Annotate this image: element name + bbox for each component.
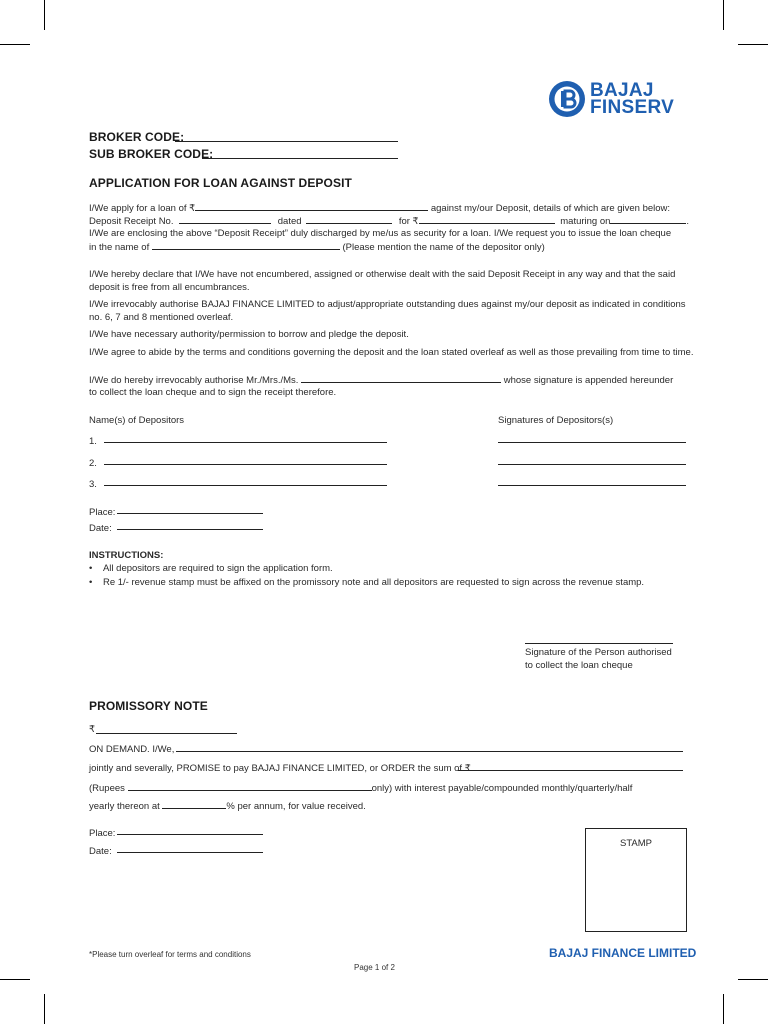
dated-label: dated [277,216,302,227]
crop-mark [738,44,768,45]
interest-rate-line [89,799,366,813]
depositor-signature-field[interactable] [498,464,686,465]
loan-amount-field[interactable] [195,201,428,211]
receipt-no-field[interactable] [179,214,271,224]
page-number: Page 1 of 2 [354,963,395,972]
on-demand-label: ON DEMAND. I/We, [89,744,175,755]
promissory-heading: PROMISSORY NOTE [89,699,208,713]
crop-mark [723,994,724,1024]
promissory-date-label: Date: [89,846,112,857]
declaration-terms: I/We agree to abide by the terms and conditions governing the deposit and the loan stated overleaf as well as those prevailing from time to time. [89,347,694,358]
loan-amount-label: I/We apply for a loan of ₹ [89,203,196,214]
loan-amount-suffix: against my/our Deposit, details of which are given below: [430,203,671,214]
instruction-item [89,562,333,575]
authorise-person-line [89,373,673,387]
broker-code-field[interactable] [175,141,398,142]
promissory-sum-field[interactable] [458,770,683,771]
depositor-row-number: 2. [89,458,97,469]
jointly-label: jointly and severally, PROMISE to pay BAJAJ FINANCE LIMITED, or ORDER the sum of ₹ [89,763,471,774]
footer-company: BAJAJ FINANCE LIMITED [549,946,697,960]
interest-rate-suffix: % per annum, for value received. [226,801,366,812]
date-label: Date: [89,523,112,534]
sub-broker-code-label: SUB BROKER CODE: [89,147,214,161]
depositor-row-number: 3. [89,479,97,490]
depositor-row-number: 1. [89,436,97,447]
dated-field[interactable] [306,214,392,224]
authorise-person-suffix: whose signature is appended hereunder [503,375,674,386]
authorised-signature-field[interactable] [525,643,673,644]
loan-amount-line [89,201,670,215]
crop-mark [738,979,768,980]
cheque-name-field[interactable] [152,240,340,250]
promisor-names-field[interactable] [176,751,683,752]
crop-mark [0,979,30,980]
depositor-name-field[interactable] [104,464,387,465]
crop-mark [723,0,724,30]
depositor-name-field[interactable] [104,442,387,443]
application-heading: APPLICATION FOR LOAN AGAINST DEPOSIT [89,176,352,190]
declaration-encumbrance: I/We hereby declare that I/We have not encumbered, assigned or otherwise dealt with the said Deposit Receipt in any way and that the said deposit is free from all encumbrances. [89,269,676,293]
place-label: Place: [89,507,116,518]
bullet-icon: • [89,577,93,588]
rupees-words-field[interactable] [128,781,372,791]
rupees-label: (Rupees [89,783,125,794]
sub-broker-code-field[interactable] [202,158,398,159]
authorised-signature-label-1: Signature of the Person authorised [525,647,672,658]
authorised-person-field[interactable] [301,373,501,383]
receipt-line: Deposit Receipt No. dated for ₹ maturing on . [89,216,690,227]
instruction-text: Re 1/- revenue stamp must be affixed on the promissory note and all depositors are requested to sign across the revenue stamp. [102,577,645,588]
bajaj-logo-icon [548,80,586,118]
crop-mark [0,44,30,45]
authorise-person-label: I/We do hereby irrevocably authorise Mr./Mrs./Ms. [89,375,299,386]
crop-mark [44,994,45,1024]
depositor-signature-field[interactable] [498,442,686,443]
brand-line1: BAJAJ [590,80,654,101]
maturing-on-label: maturing on [560,216,611,227]
for-amount-field[interactable] [419,214,555,224]
cheque-name-label: in the name of [89,242,150,253]
promissory-place-label: Place: [89,828,116,839]
promissory-place-field[interactable] [117,834,263,835]
collect-cheque-line: to collect the loan cheque and to sign the receipt therefore. [89,387,337,398]
maturing-on-field[interactable] [610,214,686,224]
place-field[interactable] [117,513,263,514]
bullet-icon: • [89,563,93,574]
rupees-suffix: only) with interest payable/compounded monthly/quarterly/half [371,783,633,794]
promissory-date-field[interactable] [117,852,263,853]
declaration-authority: I/We have necessary authority/permission to borrow and pledge the deposit. [89,329,409,340]
broker-code-label: BROKER CODE: [89,130,185,144]
instruction-text: All depositors are required to sign the application form. [102,563,333,574]
cheque-name-hint: (Please mention the name of the depositor only) [342,242,545,253]
interest-rate-field[interactable] [162,799,226,809]
depositor-name-field[interactable] [104,485,387,486]
enclosing-line: I/We are enclosing the above “Deposit Receipt” duly discharged by me/us as security for a loan. I/We request you to issue the loan cheque [89,228,672,239]
depositor-signatures-label: Signatures of Depositors(s) [498,415,614,426]
promissory-amount-field[interactable] [96,733,237,734]
cheque-name-line [89,240,545,254]
stamp-box[interactable] [585,828,687,932]
brand-line2: FINSERV [590,97,675,118]
instructions-heading: INSTRUCTIONS: [89,550,164,561]
crop-mark [44,0,45,30]
authorised-signature-label-2: to collect the loan cheque [525,660,633,671]
stamp-label: STAMP [619,838,653,849]
interest-rate-label: yearly thereon at [89,801,160,812]
date-field[interactable] [117,529,263,530]
footer-note: *Please turn overleaf for terms and conditions [89,950,251,959]
receipt-no-label: Deposit Receipt No. [89,216,174,227]
depositor-names-label: Name(s) of Depositors [89,415,185,426]
depositor-signature-field[interactable] [498,485,686,486]
for-amount-label: for ₹ [398,216,419,227]
brand-logo [548,80,693,120]
declaration-authorise: I/We irrevocably authorise BAJAJ FINANCE LIMITED to adjust/appropriate outstanding dues against my/our deposit as indicated in conditions no. 6, 7 and 8 mentioned overleaf. [89,299,686,323]
instruction-item [89,576,644,589]
promissory-rupee-symbol: ₹ [89,724,96,735]
rupees-line [89,781,632,795]
